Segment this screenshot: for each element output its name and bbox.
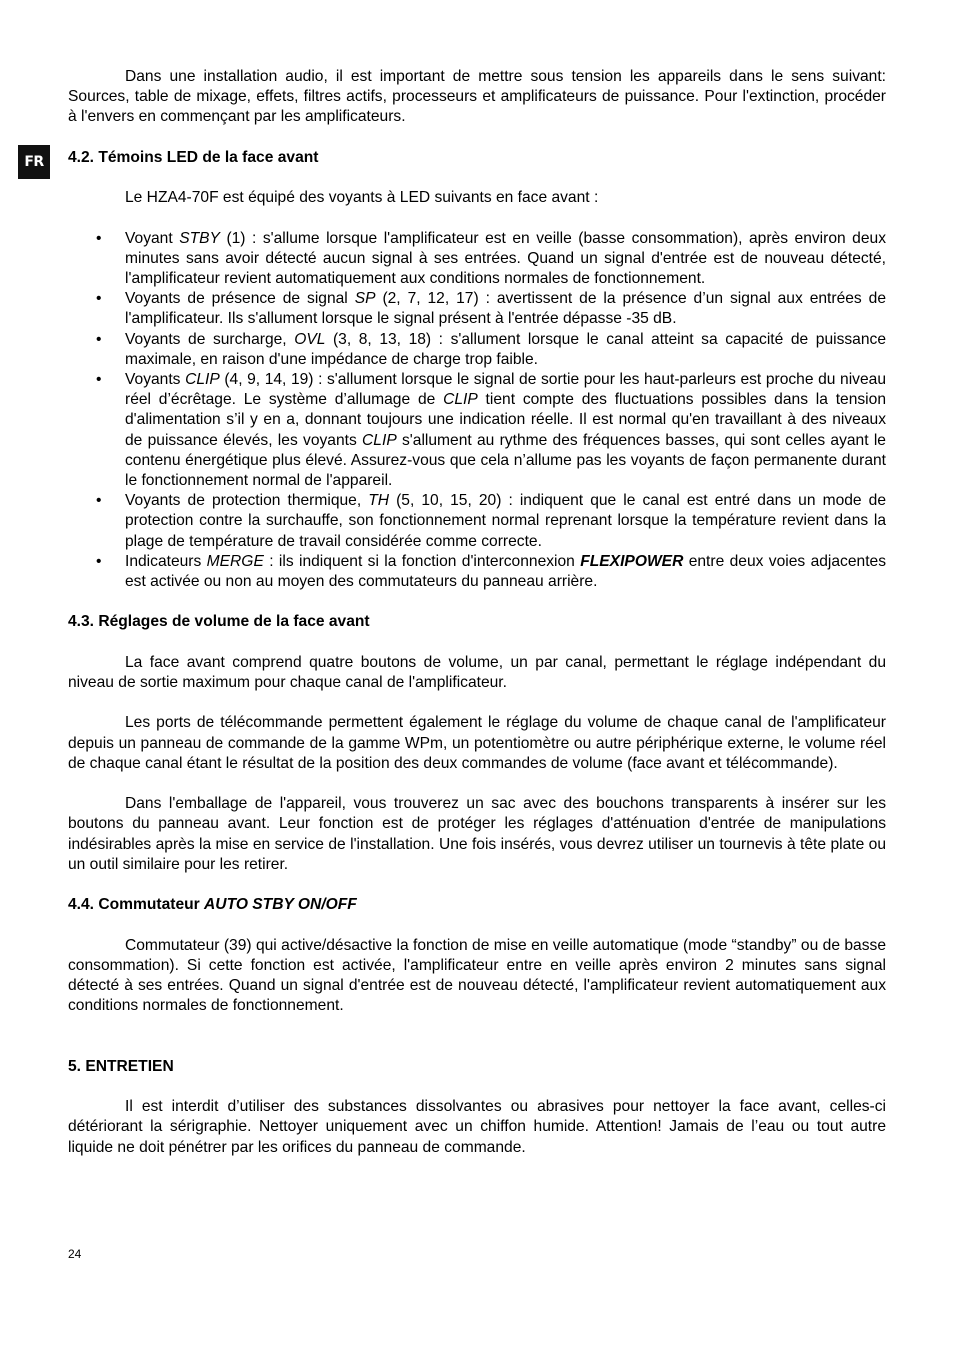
list-item: • Voyants de présence de signal SP (2, 7, 12, 17) : avertissent de la présence d’un signal aux entrées de l'amplificateur. Ils s'allument lorsque le signal présent à l'entrée dépasse -35 dB. (68, 289, 886, 329)
list-item: • Voyants CLIP (4, 9, 14, 19) : s'allument lorsque le signal de sortie pour les haut-parleurs est proche du niveau réel d’écrêtage. Le système d’allumage de CLIP tient compte des fluctuations possibles dans la tension d'alimentation s’il y en a, donnant toujours une indication réelle. Il est normal qu'en travaillant à des niveaux de puissance élevés, les voyants CLIP s'allument au rythme des fréquences basses, qui sont celles ayant le contenu énergétique plus élevé. Assurez-vous que cela n’allume pas les voyants de façon permanente durant le fonctionnement normal de l'appareil. (68, 370, 886, 491)
section-4-2-intro: Le HZA4-70F est équipé des voyants à LED suivants en face avant : (125, 189, 599, 207)
list-item: • Voyants de protection thermique, TH (5, 10, 15, 20) : indiquent que le canal est entré dans un mode de protection contre la surchauffe, son fonctionnement normal reprenant lorsque la température revient dans la plage de température de travail considérée comme correcte. (68, 491, 886, 552)
section-4-3-heading: 4.3. Réglages de volume de la face avant (68, 613, 370, 631)
section-4-2-heading: 4.2. Témoins LED de la face avant (68, 148, 319, 166)
section-5-paragraph: Il est interdit d’utiliser des substances dissolvantes ou abrasives pour nettoyer la face avant, celles-ci détériorant la sérigraphie. Nettoyer uniquement avec un chiffon humide. Attention! Jamais de l’eau ou tout autre liquide ne doit pénétrer par les orifices du panneau de commande. (68, 1098, 886, 1156)
section-4-3-paragraph-3: Dans l'emballage de l'appareil, vous trouverez un sac avec des bouchons transparents à insérer sur les boutons du panneau avant. Leur fonction est de protéger les réglages d'atténuation d'entrée de manipulations indésirables après la mise en service de l'installation. Une fois insérés, vous devrez utiliser un tournevis à tête plate ou un outil similaire pour les retirer. (68, 795, 886, 873)
intro-paragraph: Dans une installation audio, il est important de mettre sous tension les appareils dans le sens suivant: Sources, table de mixage, effets, filtres actifs, processeurs et amplificateurs de puissance. Pour l'extinction, procéder à l'envers en commençant par les amplificateurs. (68, 68, 886, 126)
list-item: • Indicateurs MERGE : ils indiquent si la fonction d'interconnexion FLEXIPOWER entre deux voies adjacentes est activée ou non au moyen des commutateurs du panneau arrière. (68, 552, 886, 592)
section-4-3-paragraph-1: La face avant comprend quatre boutons de volume, un par canal, permettant le réglage indépendant du niveau de sortie maximum pour chaque canal de l'amplificateur. (68, 653, 886, 692)
list-item: • Voyants de surcharge, OVL (3, 8, 13, 18) : s'allument lorsque le canal atteint sa capacité de puissance maximale, en raison d'une impédance de charge trop faible. (68, 330, 886, 370)
language-tab-fr: FR (18, 145, 50, 179)
page-number: 24 (68, 1247, 82, 1261)
list-item: • Voyant STBY (1) : s'allume lorsque l'amplificateur est en veille (basse consommation), après environ deux minutes sans avoir détecté aucun signal à ses entrées. Quand un signal d'entrée est de nouveau détecté, l'amplificateur revient automatiquement aux conditions normales de fonctionnement. (68, 229, 886, 290)
document-page (68, 67, 886, 1158)
section-4-4-heading: 4.4. Commutateur AUTO STBY ON/OFF (68, 896, 357, 914)
section-4-3-paragraph-2: Les ports de télécommande permettent également le réglage du volume de chaque canal de l'amplificateur depuis un panneau de commande de la gamme WPm, un potentiomètre ou autre périphérique externe, le volume réel de chaque canal étant le résultat de la position des deux commandes de volume (face avant et télécommande). (68, 714, 886, 772)
section-4-4-paragraph: Commutateur (39) qui active/désactive la fonction de mise en veille automatique (mode “standby” ou de basse consommation). Si cette fonction est activée, l'amplificateur entre en veille après environ 2 minutes sans signal détecté à ses entrées. Quand un signal d'entrée est de nouveau détecté, l'amplificateur revient automatiquement aux conditions normales de fonctionnement. (68, 936, 886, 1015)
section-5-heading: 5. ENTRETIEN (68, 1057, 174, 1075)
led-list (68, 229, 886, 593)
